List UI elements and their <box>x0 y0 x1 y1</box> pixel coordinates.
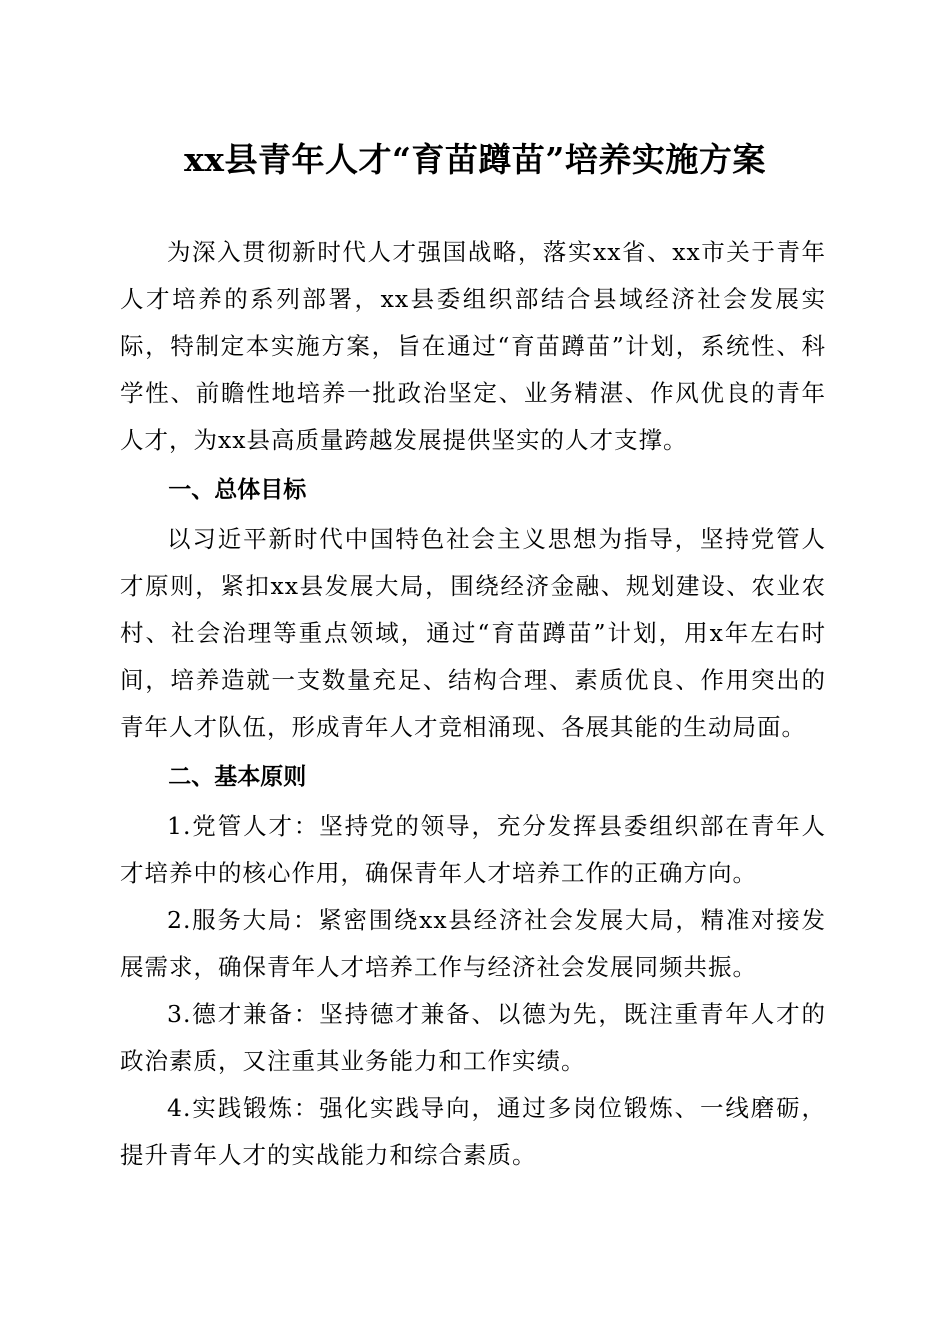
intro-paragraph: 为深入贯彻新时代人才强国战略，落实xx省、xx市关于青年人才培养的系列部署，xx县委组织部结合县域经济社会发展实际，特制定本实施方案，旨在通过“育苗蹲苗”计划，系统性、科学性、前瞻性地培养一批政治坚定、业务精湛、作风优良的青年人才，为xx县高质量跨越发展提供坚实的人才支撑。 <box>120 238 826 454</box>
principle-party-management: 1.党管人才：坚持党的领导，充分发挥县委组织部在青年人才培养中的核心作用，确保青年人才培养工作的正确方向。 <box>120 812 826 887</box>
document-title: xx县青年人才“育苗蹲苗”培养实施方案 <box>184 140 766 179</box>
overall-goals-paragraph: 以习近平新时代中国特色社会主义思想为指导，坚持党管人才原则，紧扣xx县发展大局，围绕经济金融、规划建设、农业农村、社会治理等重点领域，通过“育苗蹲苗”计划，用x年左右时间，培养造就一支数量充足、结构合理、素质优良、作用突出的青年人才队伍，形成青年人才竞相涌现、各展其能的生动局面。 <box>120 525 826 741</box>
document-body <box>120 229 826 1179</box>
section-heading-basic-principles: 二、基本原则 <box>168 764 307 790</box>
principle-practice-training: 4.实践锻炼：强化实践导向，通过多岗位锻炼、一线磨砺，提升青年人才的实战能力和综合素质。 <box>120 1094 826 1169</box>
principle-integrity-ability: 3.德才兼备：坚持德才兼备、以德为先，既注重青年人才的政治素质，又注重其业务能力和工作实绩。 <box>120 1000 826 1075</box>
principle-serve-overall: 2.服务大局：紧密围绕xx县经济社会发展大局，精准对接发展需求，确保青年人才培养工作与经济社会发展同频共振。 <box>120 906 826 981</box>
section-heading-overall-goals: 一、总体目标 <box>168 477 307 503</box>
